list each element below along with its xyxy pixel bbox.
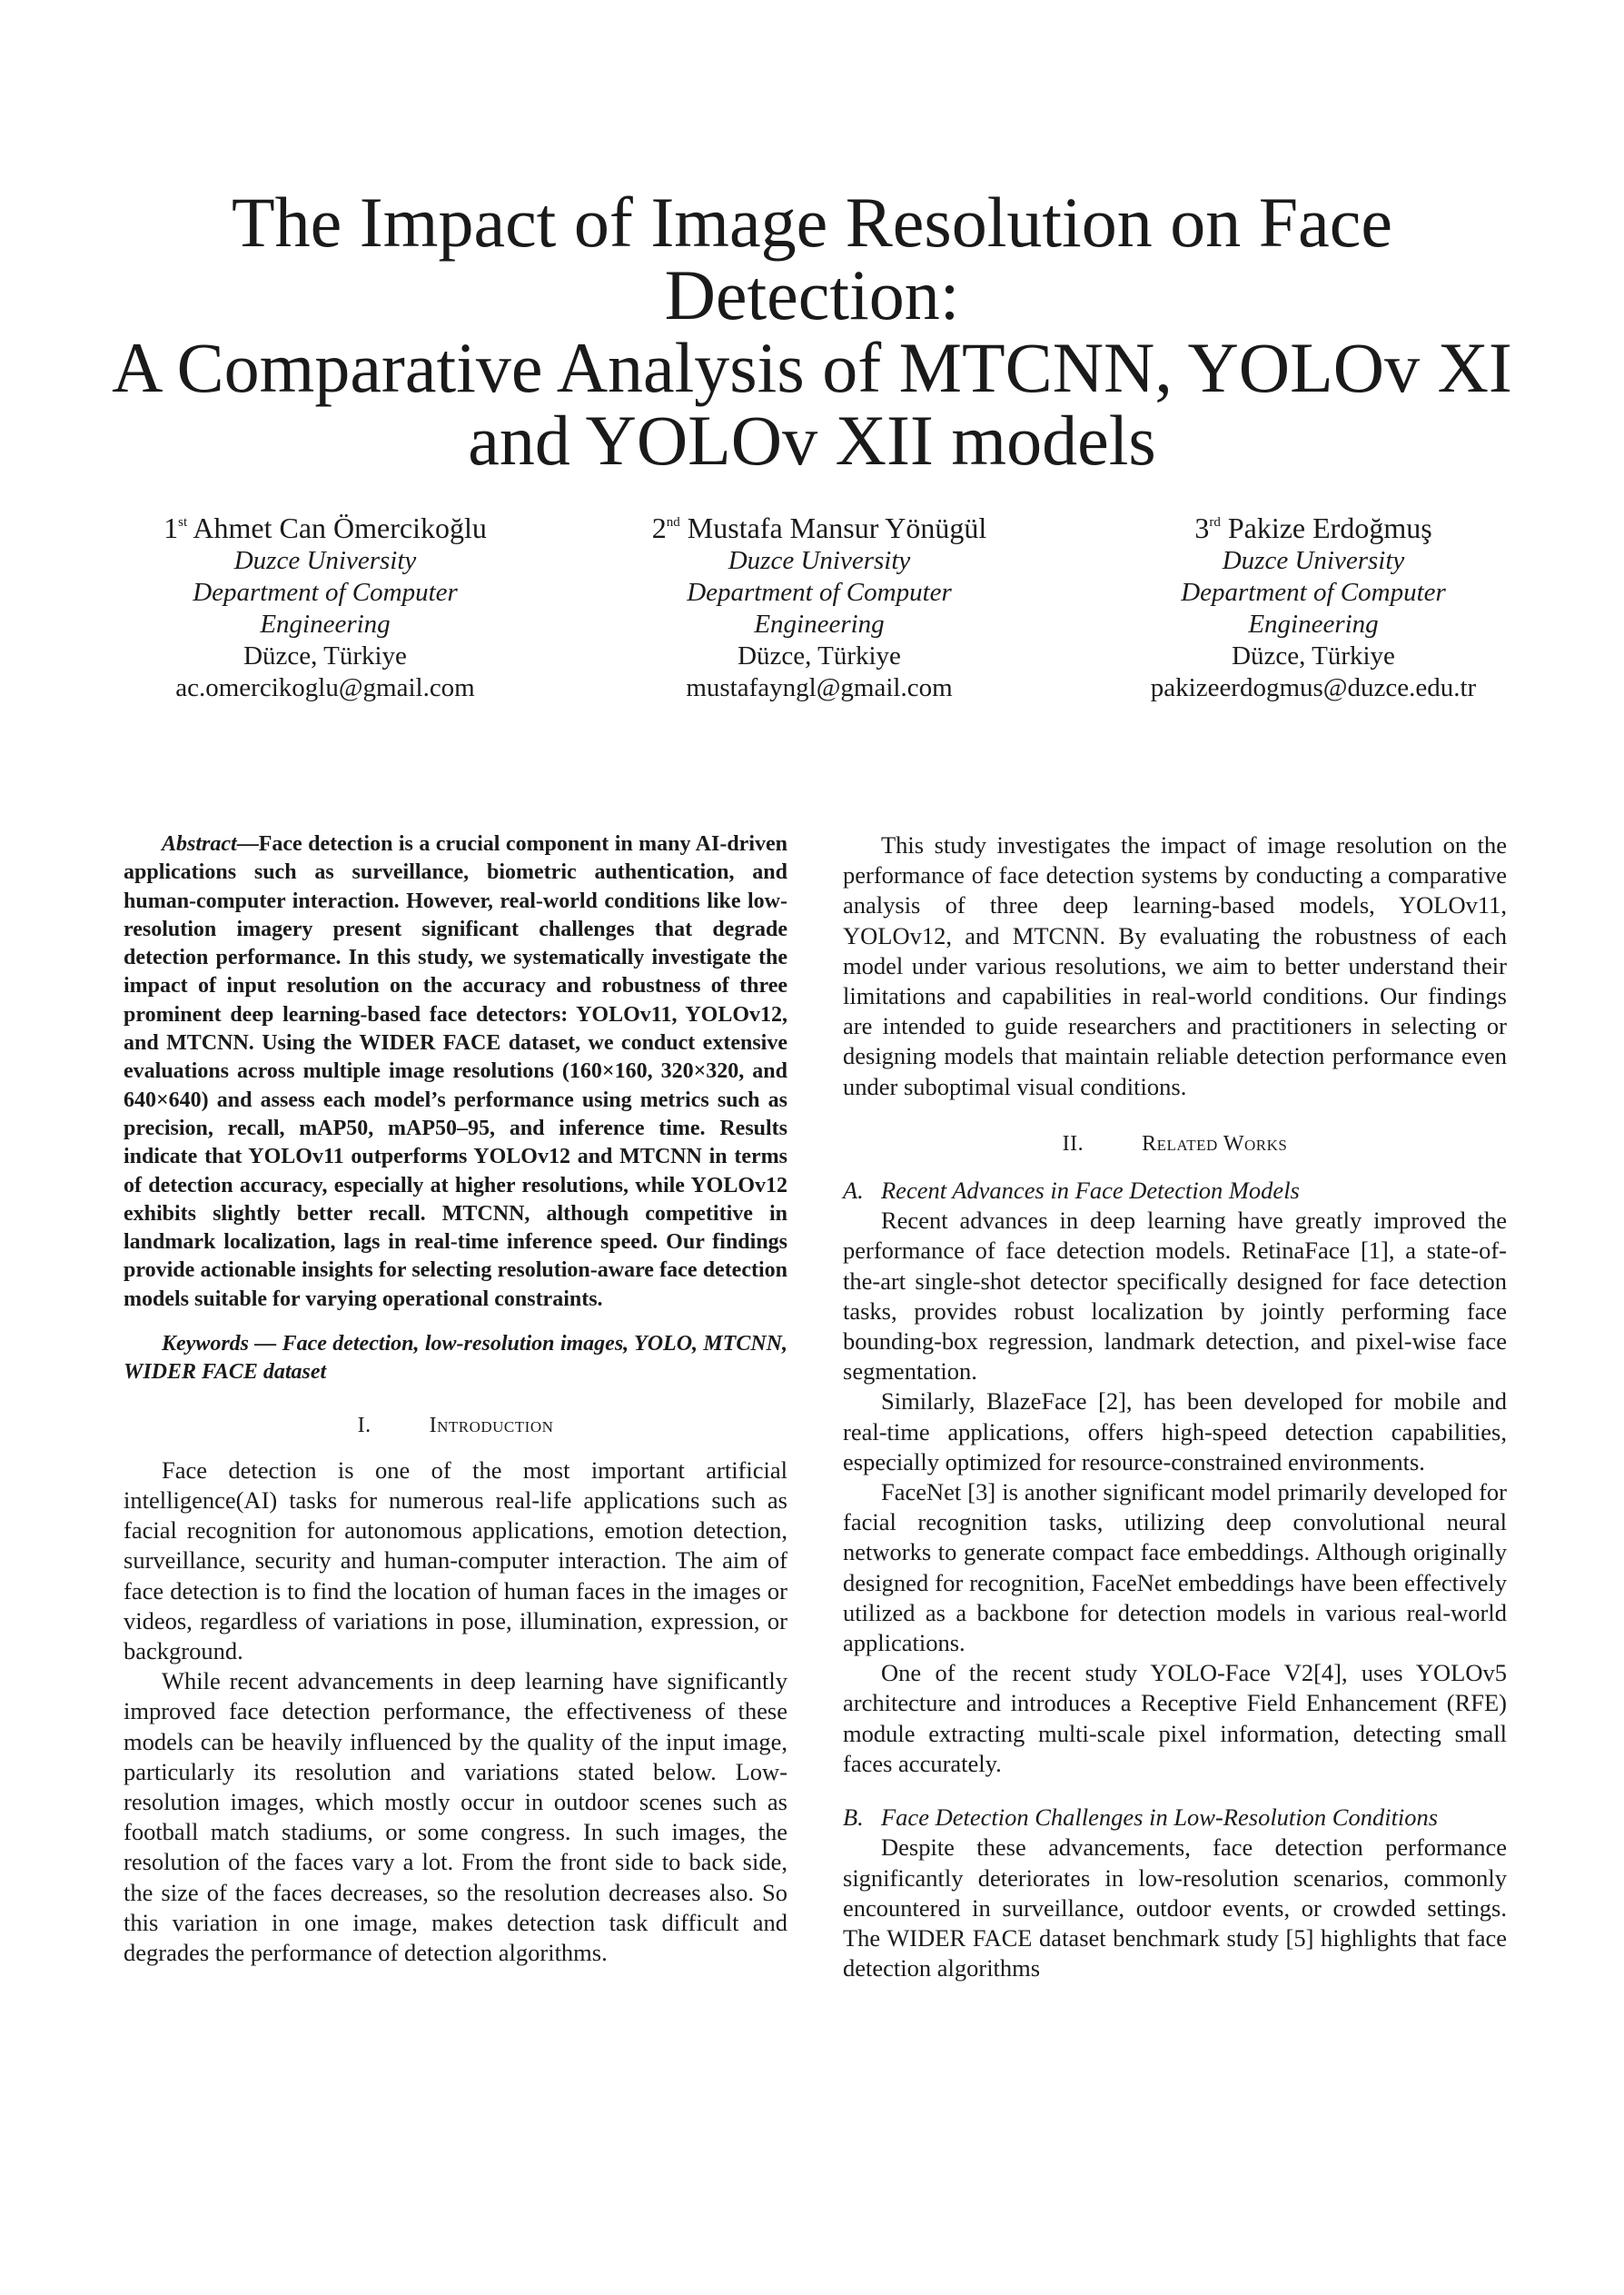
paragraph: Recent advances in deep learning have greatly improved the performance of face detection models. RetinaFace [1], a state-of-the-art single-shot detector specifically designed for face detection tasks, provides robust localization by jointly performing face bounding-box regression, landmark detection, and pixel-wise face segmentation. xyxy=(843,1207,1507,1386)
right-column xyxy=(843,830,1507,1983)
section-heading-introduction: I. Introduction xyxy=(357,1413,554,1437)
paragraph: This study investigates the impact of image resolution on the performance of face detection systems by conducting a comparative analysis of three deep learning-based models, YOLOv11, YOLOv12, and MTCNN. By evaluating the robustness of each model under various resolutions, we aim to better understand their limitations and capabilities in real-world conditions. Our findings are intended to guide researchers and practitioners in selecting or designing models that maintain reliable detection performance even under suboptimal visual conditions. xyxy=(843,831,1507,1100)
author-email: pakizeerdogmus@duzce.edu.tr xyxy=(1150,673,1477,702)
keywords: Keywords — Face detection, low-resolution images, YOLO, MTCNN, WIDER FACE dataset xyxy=(124,1332,787,1385)
author-email: ac.omercikoglu@gmail.com xyxy=(175,673,475,702)
author-location: Düzce, Türkiye xyxy=(1232,641,1395,671)
author-name: 2nd Mustafa Mansur Yönügül xyxy=(651,512,987,544)
author-1 xyxy=(80,511,570,704)
paragraph: FaceNet [3] is another significant model primarily developed for facial recognition tasks, utilizing deep convolutional neural networks to generate compact face embeddings. Although originally designed for recognition, FaceNet embeddings have been effectively utilized as a backbone for detection models in various real-world applications. xyxy=(843,1478,1507,1657)
abstract-dash: — xyxy=(236,832,259,856)
author-university: Duzce University xyxy=(728,546,911,575)
title-line: A Comparative Analysis of MTCNN, YOLOv XI xyxy=(112,328,1512,407)
title-line: and YOLOv XII models xyxy=(468,401,1156,480)
author-location: Düzce, Türkiye xyxy=(243,641,407,671)
abstract xyxy=(124,830,787,1314)
author-department: Department of Computer xyxy=(687,578,952,607)
paper-title xyxy=(109,183,1515,480)
author-location: Düzce, Türkiye xyxy=(738,641,901,671)
author-3 xyxy=(1068,511,1559,704)
section-heading-related-works: II. Related Works xyxy=(1062,1131,1288,1156)
author-name: 3rd Pakize Erdoğmuş xyxy=(1194,512,1432,544)
author-department: Engineering xyxy=(754,610,885,639)
author-university: Duzce University xyxy=(233,546,417,575)
subsection-heading: A. Recent Advances in Face Detection Models xyxy=(843,1177,1300,1205)
paragraph: Despite these advancements, face detection performance significantly deteriorates in low-resolution scenarios, commonly encountered in surveillance, outdoor events, or crowded settings. The WIDER FACE dataset benchmark study [5] highlights that face detection algorithms xyxy=(843,1833,1507,1982)
author-2 xyxy=(574,511,1065,704)
author-university: Duzce University xyxy=(1222,546,1405,575)
author-department: Department of Computer xyxy=(1181,578,1446,607)
paragraph: Similarly, BlazeFace [2], has been developed for mobile and real-time applications, offers high-speed detection capabilities, especially optimized for resource-constrained environments. xyxy=(843,1387,1507,1475)
subsection-heading: B. Face Detection Challenges in Low-Resolution Conditions xyxy=(843,1803,1439,1832)
left-column xyxy=(124,830,787,1968)
author-department: Engineering xyxy=(1248,610,1379,639)
abstract-label: Abstract xyxy=(162,832,237,856)
author-email: mustafayngl@gmail.com xyxy=(686,673,953,702)
author-department: Engineering xyxy=(260,610,391,639)
title-line: The Impact of Image Resolution on Face Detection: xyxy=(232,183,1392,334)
abstract-text: Face detection is a crucial component in many AI-driven applications such as surveillance, biometric authentication, and human-computer interaction. However, real-world conditions like low-resolution imagery present significant challenges that degrade detection performance. In this study, we systematically investigate the impact of input resolution on the accuracy and robustness of three prominent deep learning-based face detectors: YOLOv11, YOLOv12, and MTCNN. Using the WIDER FACE dataset, we conduct extensive evaluations across multiple image resolutions (160×160, 320×320, and 640×640) and assess each model’s performance using metrics such as precision, recall, mAP50, mAP50–95, and inference time. Results indicate that YOLOv11 outperforms YOLOv12 and MTCNN in terms of detection accuracy, especially at higher resolutions, while YOLOv12 exhibits slightly better recall. MTCNN, although competitive in landmark localization, lags in real-time inference speed. Our findings provide actionable insights for selecting resolution-aware face detection models suitable for varying operational constraints. xyxy=(124,832,787,1311)
paragraph: Face detection is one of the most important artificial intelligence(AI) tasks for numerous real-life applications such as facial recognition for autonomous applications, emotion detection, surveillance, security and human-computer interaction. The aim of face detection is to find the location of human faces in the images or videos, regardless of variations in pose, illumination, expression, or background. xyxy=(124,1455,787,1665)
author-name: 1st Ahmet Can Ömercikoğlu xyxy=(163,512,487,544)
author-department: Department of Computer xyxy=(193,578,458,607)
paragraph: One of the recent study YOLO-Face V2[4], uses YOLOv5 architecture and introduces a Receptive Field Enhancement (RFE) module extracting multi-scale pixel information, detecting small faces accurately. xyxy=(843,1659,1507,1777)
paragraph: While recent advancements in deep learning have significantly improved face detection performance, the effectiveness of these models can be heavily influenced by the quality of the input image, particularly its resolution and variations stated below. Low-resolution images, which mostly occur in outdoor scenes such as football match stadiums, or some congress. In such images, the resolution of the faces vary a lot. From the front side to back side, the size of the faces decreases, so the resolution decreases also. So this variation in one image, makes detection task difficult and degrades the performance of detection algorithms. xyxy=(124,1667,787,1967)
